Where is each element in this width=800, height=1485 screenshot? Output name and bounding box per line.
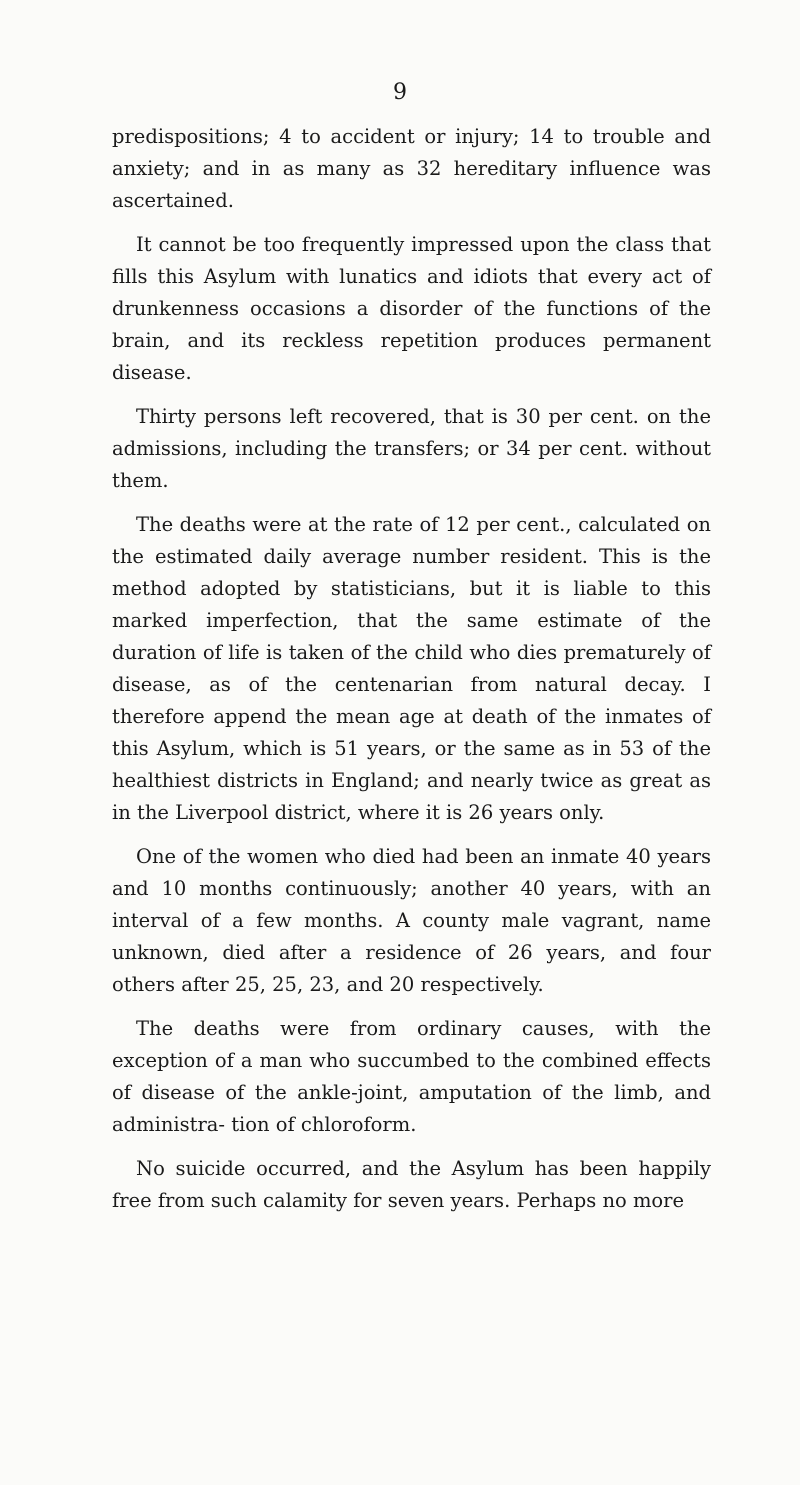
paragraph-continuation: predispositions; 4 to accident or injury; 14 to trouble and anxiety; and in as many as 32 hereditary influence was ascertained. [112,125,711,212]
paragraph-death-rate: The deaths were at the rate of 12 per cent., calculated on the estimated daily average number resident. This is the method adopted by statisticians, but it is liable to this marked imperfection, that the same estimate of the duration of life is taken of the child who dies prematurely of disease, as of the centenarian from natural decay. I therefore append the mean age at death of the inmates of this Asylum, which is 51 years, or the same as in 53 of the healthiest districts in England; and nearly twice as great as in the Liverpool district, where it is 26 years only. [112,513,711,824]
paragraph-recoveries: Thirty persons left recovered, that is 30 per cent. on the admissions, including the transfers; or 34 per cent. without them. [112,405,711,492]
page-number: 9 [393,80,407,105]
paragraph-suicide: No suicide occurred, and the Asylum has been happily free from such calamity for seven years. Perhaps no more [112,1157,711,1212]
paragraph-long-residence: One of the women who died had been an inmate 40 years and 10 months continuously; another 40 years, with an interval of a few months. A county male vagrant, name unknown, died after a residence of 26 years, and four others after 25, 25, 23, and 20 respectively. [112,845,711,996]
paragraph-causes-of-death: The deaths were from ordinary causes, with the exception of a man who succumbed to the combined effects of disease of the ankle-joint, amputation of the limb, and administra- tion of chloroform. [112,1017,711,1136]
paragraph-drunkenness: It cannot be too frequently impressed upon the class that fills this Asylum with lunatics and idiots that every act of drunkenness occasions a disorder of the functions of the brain, and its reckless repetition produces permanent disease. [112,233,711,384]
body-text [112,121,711,1217]
